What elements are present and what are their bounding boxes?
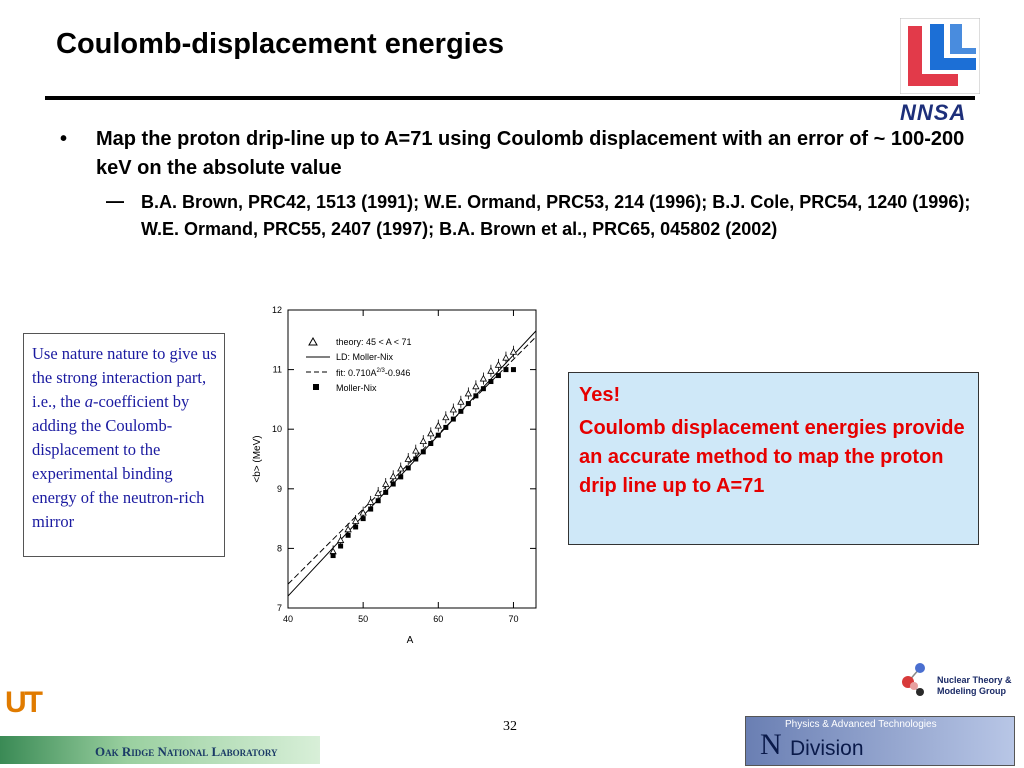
n-division-subtitle: Physics & Advanced Technologies bbox=[785, 719, 937, 730]
moller-nix-point bbox=[428, 441, 433, 446]
sub-bullet-marker: — bbox=[106, 191, 124, 211]
coulomb-displacement-chart bbox=[248, 298, 543, 648]
moller-nix-point bbox=[466, 401, 471, 406]
y-tick-label: 11 bbox=[272, 364, 282, 375]
legend-square-icon bbox=[313, 384, 319, 390]
n-division-word: Division bbox=[790, 737, 864, 760]
legend-label-moller-nix: Moller-Nix bbox=[336, 383, 377, 393]
legend-label-theory: theory: 45 < A < 71 bbox=[336, 337, 412, 347]
y-axis-label: <b> (MeV) bbox=[252, 435, 263, 483]
llnl-logo bbox=[900, 18, 980, 99]
moller-nix-point bbox=[353, 524, 358, 529]
slide-title: Coulomb-displacement energies bbox=[56, 28, 504, 60]
moller-nix-point bbox=[421, 449, 426, 454]
moller-nix-point bbox=[458, 409, 463, 414]
x-tick-label: 70 bbox=[508, 614, 519, 624]
nnsa-logo: NNSA bbox=[900, 100, 967, 125]
conclusion-box bbox=[568, 372, 979, 545]
ut-logo: UT bbox=[5, 686, 41, 719]
moller-nix-point bbox=[331, 553, 336, 558]
moller-nix-point bbox=[398, 474, 403, 479]
moller-nix-point bbox=[496, 373, 501, 378]
moller-nix-point bbox=[511, 367, 516, 372]
ntm-logo-text: Nuclear Theory & Modeling Group bbox=[937, 675, 1012, 696]
moller-nix-point bbox=[413, 457, 418, 462]
page-number: 32 bbox=[503, 719, 517, 734]
left-note-text-1: Use nature nature to give us the strong interaction part, i.e., the bbox=[32, 344, 217, 411]
title-divider bbox=[45, 96, 975, 100]
moller-nix-point bbox=[451, 417, 456, 422]
x-tick-label: 60 bbox=[433, 614, 444, 624]
moller-nix-point bbox=[361, 516, 366, 521]
moller-nix-point bbox=[443, 425, 448, 430]
moller-nix-point bbox=[376, 498, 381, 503]
references-bullet: B.A. Brown, PRC42, 1513 (1991); W.E. Ormand, PRC53, 214 (1996); B.J. Cole, PRC54, 1240 (1996); W.E. Ormand, PRC55, 2407 (1997); B.A. Brown et al., PRC65, 045802 (2002) bbox=[141, 192, 971, 239]
x-axis-label: A bbox=[406, 635, 414, 646]
legend-label-fit: fit: $0.710A^{2/3}-0.946$ bbox=[336, 368, 411, 378]
n-division-letter: N bbox=[760, 728, 782, 761]
left-note-box bbox=[23, 333, 225, 557]
legend-label-ld: LD: Moller-Nix bbox=[336, 352, 394, 362]
left-note-text-2: -coefficient by adding the Coulomb-displacement to the experimental binding energy of the neutron-rich mirror bbox=[32, 392, 205, 531]
left-note-italic: a bbox=[84, 392, 93, 411]
moller-nix-point bbox=[473, 393, 478, 398]
moller-nix-point bbox=[346, 533, 351, 538]
x-tick-label: 40 bbox=[282, 614, 294, 624]
moller-nix-point bbox=[391, 482, 396, 487]
y-tick-label: 10 bbox=[271, 424, 282, 435]
moller-nix-point bbox=[406, 465, 411, 470]
moller-nix-point bbox=[481, 386, 486, 391]
y-tick-label: 12 bbox=[271, 305, 282, 315]
moller-nix-point bbox=[383, 490, 388, 495]
moller-nix-point bbox=[338, 544, 343, 549]
moller-nix-point bbox=[436, 433, 441, 438]
conclusion-heading: Yes! bbox=[579, 384, 621, 406]
ntm-logo bbox=[898, 660, 938, 705]
ornl-logo-text: Oak Ridge National Laboratory bbox=[95, 744, 278, 759]
moller-nix-point bbox=[488, 379, 493, 384]
bullet-marker: • bbox=[60, 128, 68, 150]
moller-nix-point bbox=[368, 507, 373, 512]
x-tick-label: 50 bbox=[358, 614, 369, 624]
y-tick-label: 7 bbox=[276, 603, 282, 613]
y-tick-label: 8 bbox=[276, 543, 282, 554]
y-tick-label: 9 bbox=[276, 483, 282, 494]
moller-nix-point bbox=[503, 367, 508, 372]
conclusion-text: Coulomb displacement energies provide an accurate method to map the proton drip line up to A=71 bbox=[579, 417, 965, 497]
main-bullet: Map the proton drip-line up to A=71 using Coulomb displacement with an error of ~ 100-200 keV on the absolute value bbox=[96, 128, 965, 179]
